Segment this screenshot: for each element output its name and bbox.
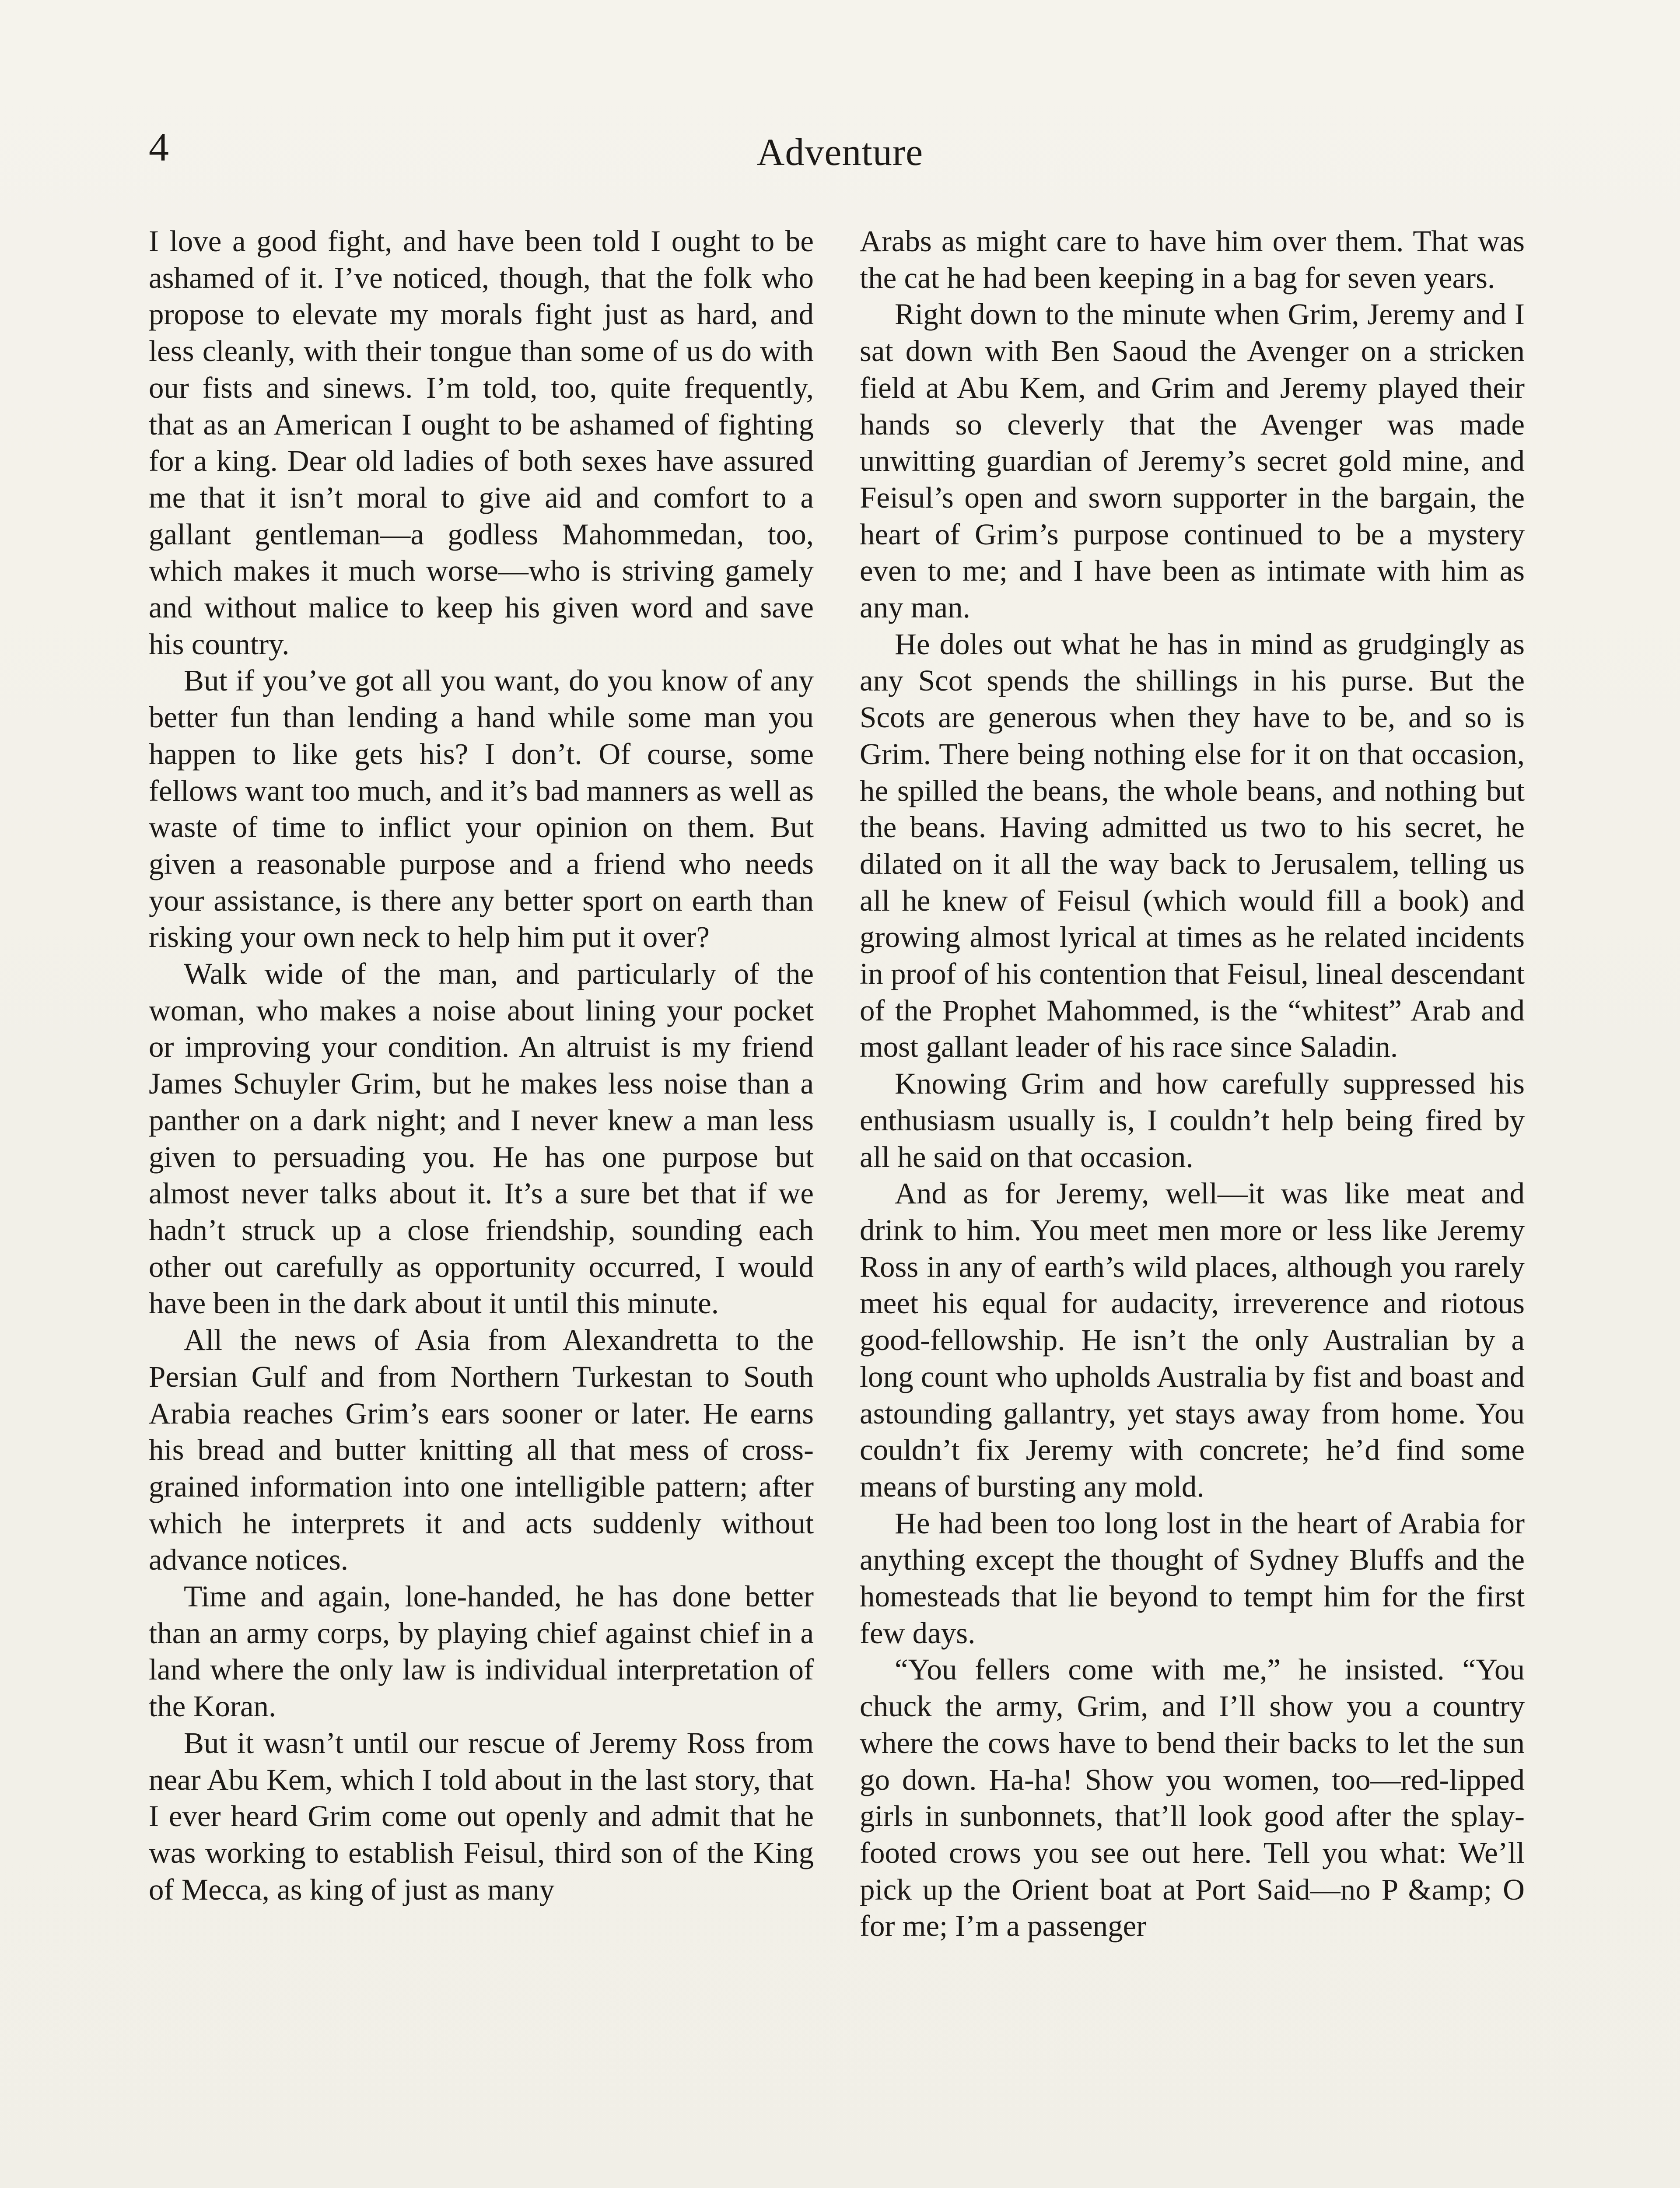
paragraph: Walk wide of the man, and particularly of the woman, who makes a noise about lining your pocket or improving your condition. An altruist is my friend James Schuyler Grim, but he makes less noise than a panther on a dark night; and I never knew a man less given to persuading you. He has one purpose but almost never talks about it. It’s a sure bet that if we hadn’t struck up a close friendship, sounding each other out carefully as opportunity occurred, I would have been in the dark about it until this minute. bbox=[149, 957, 814, 1320]
paragraph: Right down to the minute when Grim, Jeremy and I sat down with Ben Saoud the Avenger on a stricken field at Abu Kem, and Grim and Jeremy played their hands so cleverly that the Avenger was made unwitting guardian of Jeremy’s secret gold mine, and Feisul’s open and sworn supporter in the bargain, the heart of Grim’s purpose continued to be a mystery even to me; and I have been as intimate with him as any man. bbox=[860, 298, 1525, 624]
left-column bbox=[149, 223, 814, 1908]
paragraph: “You fellers come with me,” he insisted. “You chuck the army, Grim, and I’ll show you a country where the cows have to bend their backs to let the sun go down. Ha-ha! Show you women, too—red-lipped girls in sunbonnets, that’ll look good after the splay-footed crows you see out here. Tell you what: We’ll pick up the Orient boat at Port Said—no P &amp; O for me; I’m a passenger bbox=[860, 1653, 1525, 1943]
paragraph: Arabs as might care to have him over them. That was the cat he had been keeping in a bag for seven years. bbox=[860, 224, 1525, 295]
right-column bbox=[860, 223, 1525, 1945]
paragraph: All the news of Asia from Alexandretta to the Persian Gulf and from Northern Turkestan to South Arabia reaches Grim’s ears sooner or later. He earns his bread and butter knitting all that mess of cross-grained information into one intelligible pattern; after which he interprets it and acts suddenly without advance notices. bbox=[149, 1323, 814, 1577]
paragraph: But if you’ve got all you want, do you know of any better fun than lending a hand while some man you happen to like gets his? I don’t. Of course, some fellows want too much, and it’s bad manners as well as waste of time to inflict your opinion on them. But given a reasonable purpose and a friend who needs your assistance, is there any better sport on earth than risking your own neck to help him put it over? bbox=[149, 664, 814, 954]
paragraph: He had been too long lost in the heart of Arabia for anything except the thought of Sydney Bluffs and the homesteads that lie beyond to tempt him for the first few days. bbox=[860, 1506, 1525, 1650]
paragraph: Knowing Grim and how carefully suppressed his enthusiasm usually is, I couldn’t help being fired by all he said on that occasion. bbox=[860, 1067, 1525, 1174]
paragraph: He doles out what he has in mind as grudgingly as any Scot spends the shillings in his purse. But the Scots are generous when they have to be, and so is Grim. There being nothing else for it on that occasion, he spilled the beans, the whole beans, and nothing but the beans. Having admitted us two to his secret, he dilated on it all the way back to Jerusalem, telling us all he knew of Feisul (which would fill a book) and growing almost lyrical at times as he related incidents in proof of his contention that Feisul, lineal descendant of the Prophet Mahommed, is the “whitest” Arab and most gallant leader of his race since Saladin. bbox=[860, 627, 1525, 1064]
running-title: Adventure bbox=[756, 131, 924, 174]
page-number: 4 bbox=[149, 125, 169, 169]
paragraph: Time and again, lone-handed, he has done better than an army corps, by playing chief against chief in a land where the only law is individual interpretation of the Koran. bbox=[149, 1580, 814, 1723]
paragraph: And as for Jeremy, well—it was like meat and drink to him. You meet men more or less like Jeremy Ross in any of earth’s wild places, although you rarely meet his equal for audacity, irreverence and riotous good-fellowship. He isn’t the only Australian by a long count who upholds Australia by fist and boast and astounding gallantry, yet stays away from home. You couldn’t fix Jeremy with concrete; he’d find some means of bursting any mold. bbox=[860, 1177, 1525, 1503]
paragraph: I love a good fight, and have been told I ought to be ashamed of it. I’ve noticed, though, that the folk who propose to elevate my morals fight just as hard, and less cleanly, with their tongue than some of us do with our fists and sinews. I’m told, too, quite frequently, that as an American I ought to be ashamed of fighting for a king. Dear old ladies of both sexes have assured me that it isn’t moral to give aid and comfort to a gallant gentleman—a godless Mahommedan, too, which makes it much worse—who is striving gamely and without malice to keep his given word and save his country. bbox=[149, 224, 814, 661]
paragraph: But it wasn’t until our rescue of Jeremy Ross from near Abu Kem, which I told about in the last story, that I ever heard Grim come out openly and admit that he was working to establish Feisul, third son of the King of Mecca, as king of just as many bbox=[149, 1726, 814, 1906]
